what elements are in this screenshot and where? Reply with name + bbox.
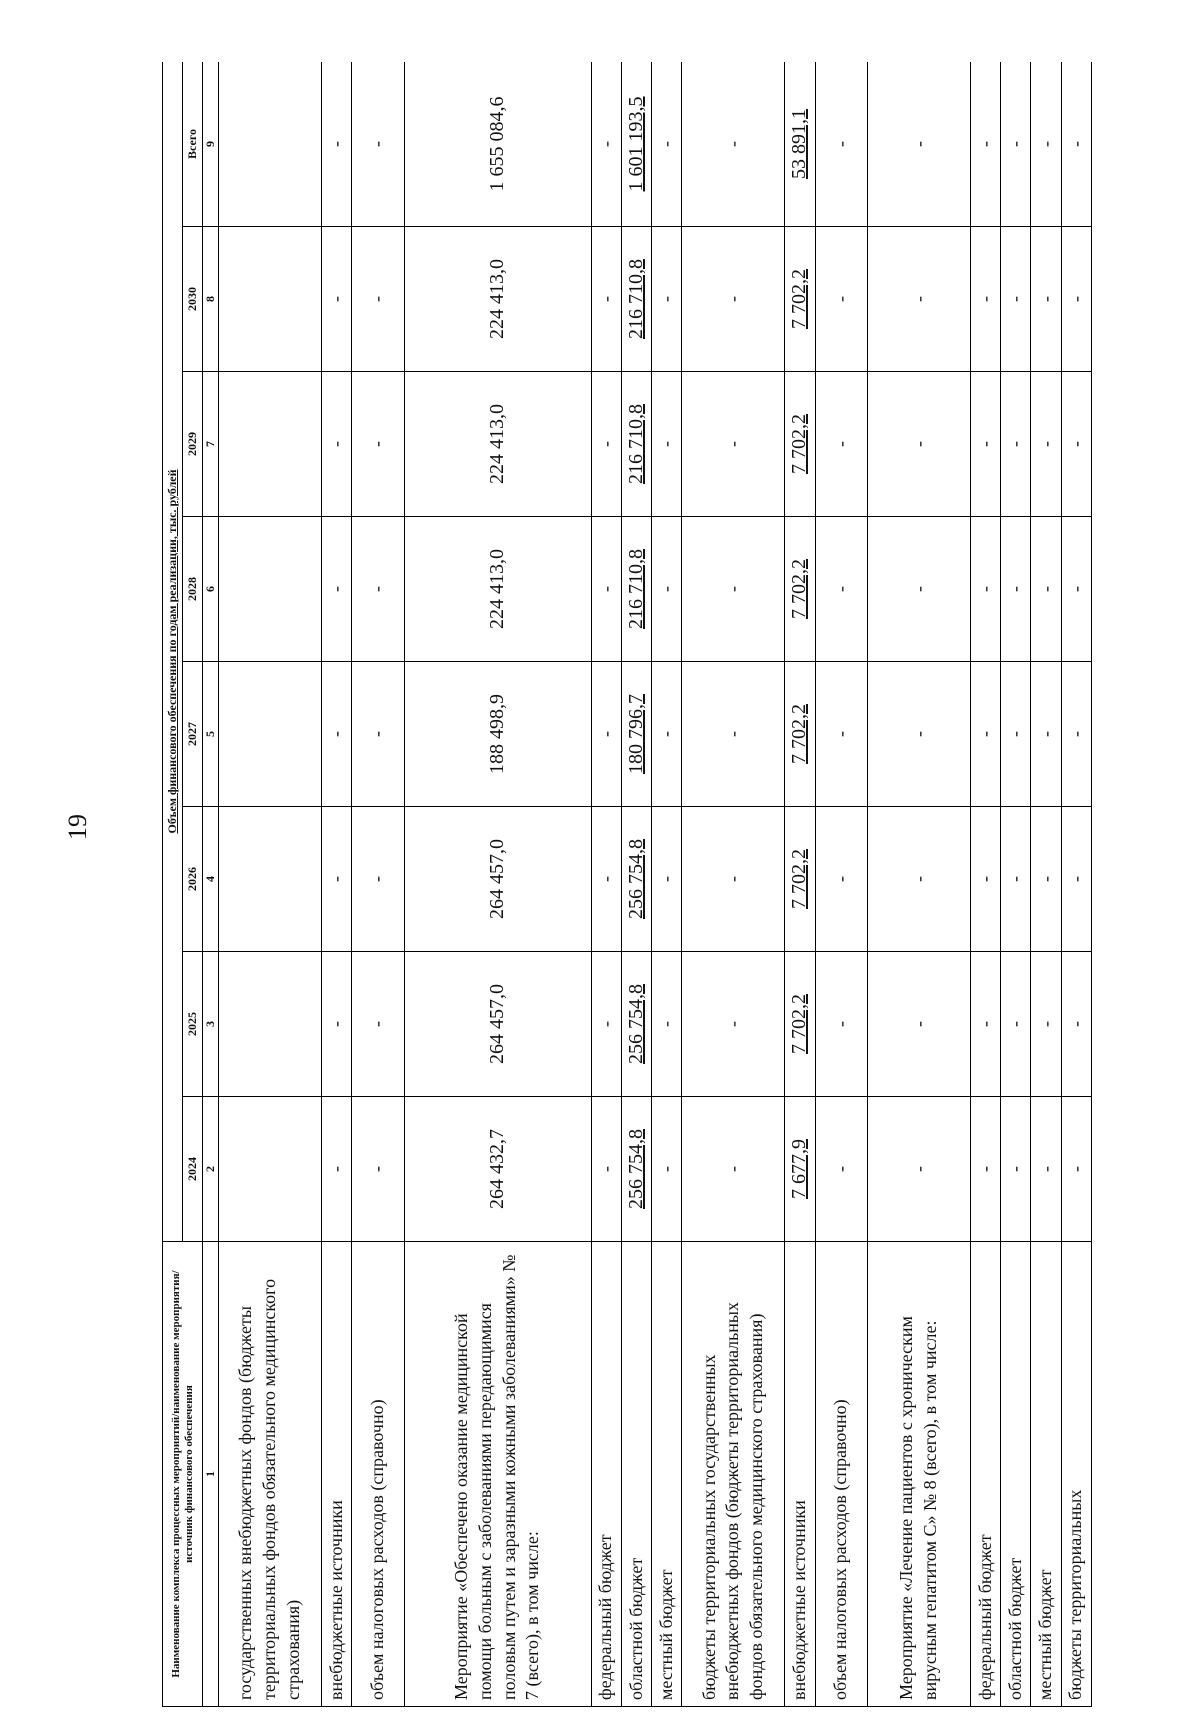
header-span-title: Объем финансового обеспечения по годам реализации, тыс. рублей [163,62,183,1242]
value-cell: 7 702,2 [785,227,815,372]
value-cell [219,807,322,952]
value-cell: - [971,662,1001,807]
row-label: федеральный бюджет [591,1242,621,1707]
header-index: 1 [203,1242,219,1707]
value-cell: - [652,62,682,227]
value-cell: 1 601 193,5 [621,62,651,227]
financing-table [162,62,1092,1707]
value-cell [219,62,322,227]
value-cell: - [682,227,785,372]
page-number: 19 [63,814,92,840]
value-cell: - [815,807,868,952]
value-cell: - [321,517,351,662]
value-cell [219,372,322,517]
value-cell: - [1061,662,1091,807]
table-row [1001,62,1031,1707]
value-cell: - [815,952,868,1097]
value-cell: - [652,227,682,372]
value-cell: 7 702,2 [785,517,815,662]
value-cell: - [868,372,971,517]
value-cell: 256 754,8 [621,1097,651,1242]
value-cell: - [1001,62,1031,227]
value-cell: - [1031,517,1061,662]
value-cell: - [652,662,682,807]
value-cell: 264 457,0 [404,952,591,1097]
value-cell: - [682,662,785,807]
value-cell: - [868,662,971,807]
row-label: внебюджетные источники [785,1242,815,1707]
value-cell: - [971,62,1001,227]
rotated-table-container [162,62,1092,1707]
value-cell: 224 413,0 [404,227,591,372]
value-cell: 7 702,2 [785,662,815,807]
value-cell: 216 710,8 [621,227,651,372]
value-cell: 188 498,9 [404,662,591,807]
table-body [219,62,1092,1707]
header-year: 2025 [183,952,203,1097]
value-cell: - [591,1097,621,1242]
value-cell: 256 754,8 [621,807,651,952]
table-row [682,62,785,1707]
value-cell: - [321,227,351,372]
value-cell: - [1031,227,1061,372]
value-cell: - [815,372,868,517]
value-cell: - [682,62,785,227]
value-cell: - [1001,227,1031,372]
value-cell: - [1001,1097,1031,1242]
value-cell: - [682,372,785,517]
value-cell: 216 710,8 [621,517,651,662]
header-total: Всего [183,62,203,227]
header-index: 6 [203,517,219,662]
value-cell [219,227,322,372]
table-viewport [162,62,1092,1707]
table-row [1061,62,1091,1707]
value-cell: - [1031,372,1061,517]
table-row [352,62,405,1707]
value-cell: - [1031,807,1061,952]
value-cell: - [1061,517,1091,662]
value-cell: - [321,1097,351,1242]
value-cell: - [1001,807,1031,952]
value-cell: - [682,517,785,662]
table-row [621,62,651,1707]
value-cell: - [321,662,351,807]
row-label: Мероприятие «Лечение пациентов с хроническим вирусным гепатитом С» № 8 (всего), в том числе: [868,1242,971,1707]
value-cell: - [652,517,682,662]
value-cell: - [591,807,621,952]
header-index: 5 [203,662,219,807]
value-cell: 224 413,0 [404,372,591,517]
value-cell: - [591,372,621,517]
header-index: 8 [203,227,219,372]
value-cell: - [1061,807,1091,952]
value-cell: - [1031,62,1061,227]
value-cell: - [1001,952,1031,1097]
value-cell: - [652,372,682,517]
value-cell: - [652,807,682,952]
value-cell: - [1061,62,1091,227]
value-cell: - [652,952,682,1097]
value-cell: - [321,372,351,517]
value-cell: 264 432,7 [404,1097,591,1242]
value-cell: 7 702,2 [785,952,815,1097]
value-cell: - [971,227,1001,372]
value-cell: - [815,662,868,807]
value-cell: - [1001,372,1031,517]
value-cell: - [321,952,351,1097]
header-index: 7 [203,372,219,517]
value-cell: - [868,227,971,372]
value-cell: - [1061,227,1091,372]
row-label: областной бюджет [1001,1242,1031,1707]
value-cell: - [1031,1097,1061,1242]
row-label: местный бюджет [652,1242,682,1707]
row-label: местный бюджет [1031,1242,1061,1707]
value-cell: - [352,1097,405,1242]
row-label: объем налоговых расходов (справочно) [352,1242,405,1707]
value-cell: - [971,517,1001,662]
value-cell: - [352,227,405,372]
value-cell: - [591,227,621,372]
value-cell: - [352,517,405,662]
header-year: 2029 [183,372,203,517]
table-row [652,62,682,1707]
value-cell: - [352,662,405,807]
value-cell: - [815,62,868,227]
value-cell [219,1097,322,1242]
value-cell: - [868,1097,971,1242]
value-cell: - [868,807,971,952]
value-cell [219,517,322,662]
value-cell: - [1061,1097,1091,1242]
header-index: 2 [203,1097,219,1242]
row-label: внебюджетные источники [321,1242,351,1707]
row-label: Мероприятие «Обеспечено оказание медицинской помощи больным с заболеваниями передающимися половым путем и заразными кожными заболеваниями» № 7 (всего), в том числе: [404,1242,591,1707]
header-year: 2027 [183,662,203,807]
value-cell: - [352,62,405,227]
value-cell: - [815,1097,868,1242]
value-cell: 264 457,0 [404,807,591,952]
value-cell: - [815,517,868,662]
row-label: государственных внебюджетных фондов (бюджеты территориальных фондов обязательного медицинского страхования) [219,1242,322,1707]
value-cell: - [591,952,621,1097]
value-cell: 256 754,8 [621,952,651,1097]
value-cell: - [352,807,405,952]
header-index: 4 [203,807,219,952]
value-cell: - [352,952,405,1097]
value-cell: - [815,227,868,372]
value-cell: 224 413,0 [404,517,591,662]
value-cell: - [1061,372,1091,517]
header-year: 2024 [183,1097,203,1242]
value-cell: 7 677,9 [785,1097,815,1242]
row-label: бюджеты территориальных государственных внебюджетных фондов (бюджеты территориальных фондов обязательного медицинского страхования) [682,1242,785,1707]
table-row [1031,62,1061,1707]
value-cell: - [1031,952,1061,1097]
value-cell: 180 796,7 [621,662,651,807]
value-cell: - [1001,662,1031,807]
value-cell: - [652,1097,682,1242]
table-row [868,62,971,1707]
row-label: федеральный бюджет [971,1242,1001,1707]
table-row [815,62,868,1707]
value-cell: - [352,372,405,517]
value-cell: 7 702,2 [785,807,815,952]
value-cell: - [971,1097,1001,1242]
table-row [404,62,591,1707]
row-label: бюджеты территориальных [1061,1242,1091,1707]
value-cell: 7 702,2 [785,372,815,517]
header-index: 3 [203,952,219,1097]
value-cell: - [971,807,1001,952]
value-cell: - [1001,517,1031,662]
header-year: 2026 [183,807,203,952]
value-cell: - [868,517,971,662]
value-cell: - [591,662,621,807]
value-cell: - [591,62,621,227]
value-cell: - [591,517,621,662]
value-cell: 1 655 084,6 [404,62,591,227]
value-cell: - [682,807,785,952]
table-row [971,62,1001,1707]
value-cell: - [868,952,971,1097]
header-col-name: Наименование комплекса процессных мероприятий/наименование мероприятия/источник финансового обеспечения [163,1242,203,1707]
value-cell [219,662,322,807]
value-cell: 53 891,1 [785,62,815,227]
value-cell: - [971,372,1001,517]
row-label: объем налоговых расходов (справочно) [815,1242,868,1707]
row-label: областной бюджет [621,1242,651,1707]
value-cell: 216 710,8 [621,372,651,517]
value-cell: - [1061,952,1091,1097]
value-cell: - [868,62,971,227]
value-cell: - [682,952,785,1097]
value-cell: - [682,1097,785,1242]
table-row [591,62,621,1707]
value-cell: - [321,62,351,227]
table-row [219,62,322,1707]
value-cell: - [321,807,351,952]
header-year: 2030 [183,227,203,372]
header-index: 9 [203,62,219,227]
header-year: 2028 [183,517,203,662]
value-cell: - [971,952,1001,1097]
table-row [321,62,351,1707]
table-row [785,62,815,1707]
value-cell [219,952,322,1097]
value-cell: - [1031,662,1061,807]
